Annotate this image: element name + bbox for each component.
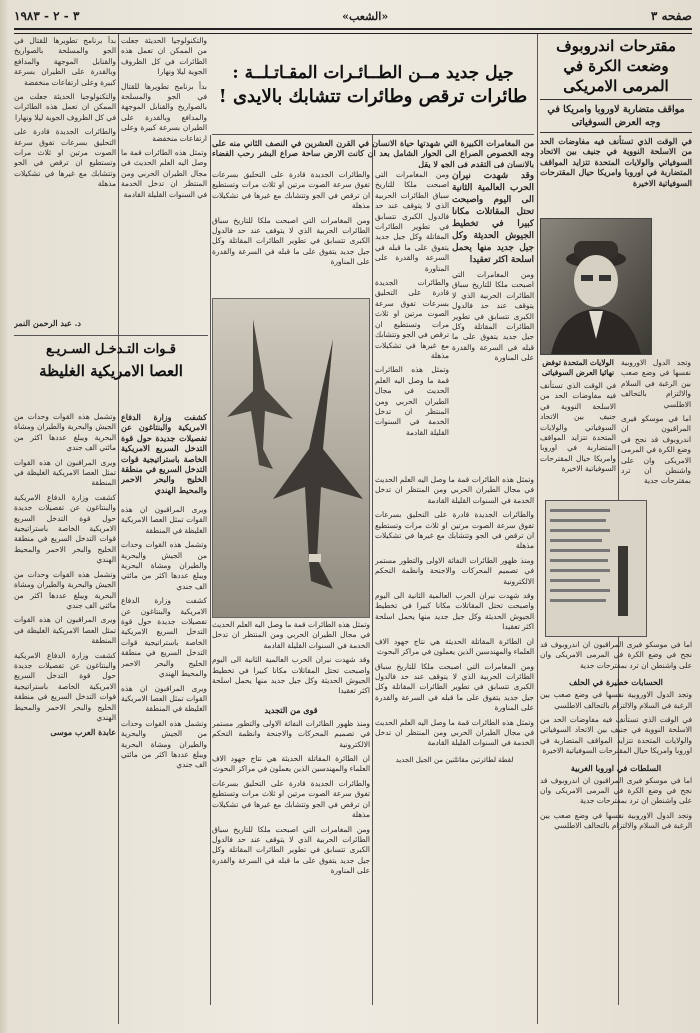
masthead (14, 6, 692, 26)
planes-headline: جيل جديد مــن الطــائـرات المقـاتـلــة : (232, 63, 514, 83)
proposals-paragraph: في الوقت الذي تستأنف فيه مفاوضات الحد من الاسلحة النووية في جنيف بين الاتحاد السوفياتي والولايات المتحدة تتزايد المواقف المتضاربة في اوروبا وامريكا حيال المقترحات السوفياتية الاخيرة (540, 715, 692, 756)
left-paragraph: وتمثل هذه الطائرات قمة ما وصل اليه العلم الحديث في مجال الطيران الحربي ومن المنتظر ان تدخل الخدمة في السنوات القليلة القادمة (121, 148, 207, 199)
proposals-section-heading: السلطات في اوروبا الغربية (570, 762, 662, 773)
planes-col-1 (452, 170, 534, 470)
column-rule (210, 135, 211, 1005)
proposals-headline: مقترحات اندروبوف وضعت الكرة في المرمى الامريكى (556, 37, 676, 95)
rdf-paragraph: وتشمل هذه القوات وحدات من الجيش والبحرية والطيران ومشاة البحرية ويبلغ عددها اكثر من مائتي الف جندي (14, 412, 116, 453)
planes-paragraph: ومنذ ظهور الطائرات النفاثة الاولى والتطور مستمر في تصميم المحركات والاجنحة وانظمة التحكم الالكترونية (212, 718, 370, 749)
proposals-paragraph: اما في موسكو فيرى المراقبون ان اندروبوف قد نجح في وضع الكرة في المرمى الامريكى وان على واشنطن ان ترد بمقترحات جدية (540, 775, 692, 806)
paper-name: «الشعب» (342, 9, 389, 23)
rdf-col-a (14, 412, 116, 1012)
planes-col-3 (212, 170, 370, 295)
rdf-paragraph: ويرى المراقبون ان هذه القوات تمثل العصا الامريكية الغليظة في المنطقة (121, 683, 207, 714)
jets-photo-caption: لقطة لطائرتين مقاتلتين من الجيل الجديد (395, 755, 514, 764)
planes-paragraph: وتمثل هذه الطائرات قمة ما وصل اليه العلم الحديث في مجال الطيران الحربي ومن المنتظر ان تدخل الخدمة في السنوات القليلة القادمة (212, 620, 370, 650)
left-paragraph: بدأ برنامج تطويرها للقتال في الجو والمسلحة بالصواريخ والقنابل الموجهة والمدافع وبالقدرة على الطيران بسرعة كبيرة وعلى ارتفاعات منخفضة (121, 81, 207, 143)
planes-paragraph: والطائرات الجديدة قادرة على التحليق بسرعات تفوق سرعة الصوت مرتين او ثلاث مرات وتستطيع ان ترقص في الجو وتتشابك مع غيرها في تشكيلات مذهلة (375, 278, 449, 360)
planes-col-2 (375, 170, 449, 470)
left-paragraph: بدأ برنامج تطويرها للقتال في الجو والمسلحة بالصواريخ والقنابل الموجهة والمدافع وبالقدرة على الطيران بسرعة كبيرة وعلى ارتفاعات منخفضة (14, 36, 116, 87)
rdf-paragraph: كشفت وزارة الدفاع الامريكية والبنتاغون عن تفصيلات جديدة حول قوة التدخل السريع الامريكية الخاصة باستراتيجية قوات التدخل السريع في منطقة الخليج والبحر الاحمر والمحيط الهندي (121, 596, 207, 679)
byline: د. عبد الرحمن النمر (14, 318, 81, 328)
planes-paragraph: والطائرات الجديدة قادرة على التحليق بسرعات تفوق سرعة الصوت مرتين او ثلاث مرات وتستطيع ان ترقص في الجو وتتشابك مع غيرها في تشكيلات مذهلة (375, 510, 534, 551)
proposals-subheadline: مواقف متضاربة لاوروبا وامريكا في وجه العرض السوفياتى (547, 104, 685, 128)
planes-intro (212, 138, 534, 168)
rdf-paragraph: وتشمل هذه القوات وحدات من الجيش والبحرية والطيران ومشاة البحرية ويبلغ عددها اكثر من مائتي الف جندي (121, 540, 207, 591)
proposals-subheading: الولايات المتحدة توفض نهائيا العرض السوفياتى (541, 358, 615, 377)
proposals-section-heading: الحسابات خطيرة في الحلف (569, 677, 663, 688)
proposals-paragraph: وتجد الدول الاوروبية نفسها في وضع صعب بين الرغبة في السلام والالتزام بالتحالف الاطلسي (621, 358, 691, 409)
portrait-image (541, 219, 651, 354)
left-paragraph: والتكنولوجيا الحديثة جعلت من الممكن ان تعمل هذه الطائرات في كل الظروف الجوية ليلا ونهارا (14, 92, 116, 122)
planes-paragraph: وقد شهدت نيران الحرب العالمية الثانية الى اليوم واصبحت تحتل المقاتلات مكانا كبيرا في تخطيط الجيوش الحديثة وكل جيل جديد منها يحمل اسلحة اكثر تعقيدا (212, 655, 370, 696)
column-photo-strip (545, 500, 647, 637)
headline-rule (212, 134, 534, 135)
rdf-lead-text: كشفت وزارة الدفاع الامريكية والبنتاغون عن تفصيلات جديدة حول قوة التدخل السريع الامريكية الخاصة باستراتيجية قوات التدخل السريع في منطقة الخليج والبحر الاحمر والمحيط الهندي (121, 412, 207, 495)
rdf-paragraph: ويرى المراقبون ان هذه القوات تمثل العصا الامريكية الغليظة في المنطقة (14, 615, 116, 646)
rdf-paragraph: كشفت وزارة الدفاع الامريكية والبنتاغون عن تفصيلات جديدة حول قوة التدخل السريع الامريكية الخاصة باستراتيجية قوات التدخل السريع في منطقة الخليج والبحر الاحمر والمحيط الهندي (14, 650, 116, 722)
decorative-image (546, 501, 646, 636)
proposals-col-a (621, 358, 691, 508)
column-rule (372, 135, 373, 1005)
planes-paragraph: والطائرات الجديدة قادرة على التحليق بسرعات تفوق سرعة الصوت مرتين او ثلاث مرات وتستطيع ان ترقص في الجو وتتشابك مع غيرها في تشكيلات مذهلة (212, 170, 370, 211)
planes-col-5 (375, 475, 534, 1005)
planes-paragraph: ومن المغامرات التي اصبحت ملكا للتاريخ سباق الطائرات الحربية الذي لا يتوقف عند حد فالدول الكبرى تتسابق في تطوير الطائرات المقاتلة وكل جيل جديد يتفوق على ما قبله في السرعة والقدرة على المناورة (212, 215, 370, 267)
planes-paragraph: ومن المغامرات التي اصبحت ملكا للتاريخ سباق الطائرات الحربية الذي لا يتوقف عند حد فالدول الكبرى تتسابق في تطوير الطائرات المقاتلة وكل جيل جديد يتفوق على ما قبله في السرعة والقدرة على المناورة (375, 170, 449, 273)
proposals-col-b (540, 358, 616, 498)
planes-paragraph: وقد شهدت نيران الحرب العالمية الثانية الى اليوم واصبحت تحتل المقاتلات مكانا كبيرا في تخطيط الجيوش الحديثة وكل جيل جديد منها يحمل اسلحة اكثر تعقيدا (375, 591, 534, 632)
rdf-paragraph: وتشمل هذه القوات وحدات من الجيش والبحرية والطيران ومشاة البحرية ويبلغ عددها اكثر من مائتي الف جندي (121, 718, 207, 770)
rdf-paragraph: وتشمل هذه القوات وحدات من الجيش والبحرية والطيران ومشاة البحرية ويبلغ عددها اكثر من مائتي الف جندي (14, 569, 116, 610)
rdf-story-head (14, 340, 208, 410)
planes-col-4 (212, 620, 370, 1005)
page-edge (0, 0, 10, 1033)
rdf-author: عابدة العرب موسى (50, 727, 116, 738)
planes-paragraph: ان الطائرة المقاتلة الحديثة هي نتاج جهود الاف العلماء والمهندسين الذين يعملون في مراكز البحوث (375, 636, 534, 657)
rdf-paragraph: ويرى المراقبون ان هذه القوات تمثل العصا الامريكية الغليظة في المنطقة (14, 457, 116, 488)
planes-story-head (212, 62, 534, 134)
rdf-paragraph: كشفت وزارة الدفاع الامريكية والبنتاغون عن تفصيلات جديدة حول قوة التدخل السريع الامريكية الخاصة باستراتيجية قوات التدخل السريع في منطقة الخليج والبحر الاحمر والمحيط الهندي (14, 492, 116, 565)
proposals-paragraph: وتجد الدول الاوروبية نفسها في وضع صعب بين الرغبة في السلام والالتزام بالتحالف الاطلسي (540, 810, 692, 831)
planes-paragraph: ومن المغامرات التي اصبحت ملكا للتاريخ سباق الطائرات الحربية الذي لا يتوقف عند حد فالدول الكبرى تتسابق في تطوير الطائرات المقاتلة وكل جيل جديد يتفوق على ما قبله في السرعة والقدرة على المناورة (375, 661, 534, 713)
rdf-paragraph: ويرى المراقبون ان هذه القوات تمثل العصا الامريكية الغليظة في المنطقة (121, 505, 207, 535)
left-paragraph: والتكنولوجيا الحديثة جعلت من الممكن ان تعمل هذه الطائرات في كل الظروف الجوية ليلا ونهارا (121, 36, 207, 77)
issue-date: ٣ - ٢ - ١٩٨٣ (14, 9, 80, 23)
masthead-rule (14, 28, 692, 34)
planes-intro-text: من المغامرات الكبيرة التي شهدتها حياة الانسان في القرن العشرين في النصف الثاني منه على وجه الخصوص الصراع الى الحوار الشامل بعد ان كانت الارض ساحة صراع البشر رحب الفضاء بالانسان في التقدم في الجو لا يقل (212, 138, 534, 168)
rdf-headline: قـوات التـدخـل السـريـع (46, 342, 176, 357)
left-col-a-top (14, 36, 116, 356)
planes-subheadline: طائرات ترقص وطائرات تتشابك بالايدى ! (218, 86, 528, 107)
proposals-paragraph: اما في موسكو فيرى المراقبون ان اندروبوف قد نجح في وضع الكرة في المرمى الامريكى وان على واشنطن ان ترد بمقترحات جدية (621, 414, 691, 486)
page-label: صفحه ٣ (650, 9, 692, 23)
proposals-story-head (540, 36, 692, 216)
planes-paragraph-bold: وقد شهدت نيران الحرب العالمية الثانية الى اليوم واصبحت تحتل المقاتلات مكانا كبيرا في تخطيط الجيوش الحديثة وكل جيل جديد منها يحمل اسلحة اكثر تعقيدا (452, 171, 534, 265)
column-rule (118, 34, 119, 1024)
rdf-col-b (121, 505, 207, 1010)
jets-image (213, 299, 369, 617)
proposals-col-c (540, 640, 692, 1025)
rdf-lead (121, 412, 207, 502)
byline-box (14, 318, 206, 332)
planes-paragraph: ومنذ ظهور الطائرات النفاثة الاولى والتطور مستمر في تصميم المحركات والاجنحة وانظمة التحكم الالكترونية (375, 555, 534, 586)
planes-paragraph: والطائرات الجديدة قادرة على التحليق بسرعات تفوق سرعة الصوت مرتين او ثلاث مرات وتستطيع ان ترقص في الجو وتتشابك مع غيرها في تشكيلات مذهلة (212, 778, 370, 820)
planes-paragraph: ومن المغامرات التي اصبحت ملكا للتاريخ سباق الطائرات الحربية الذي لا يتوقف عند حد فالدول الكبرى تتسابق في تطوير الطائرات المقاتلة وكل جيل جديد يتفوق على ما قبله في السرعة والقدرة على المناورة (212, 824, 370, 876)
rdf-subheadline: العصا الامريكية الغليظة (39, 362, 183, 380)
planes-paragraph: وتمثل هذه الطائرات قمة ما وصل اليه العلم الحديث في مجال الطيران الحربي ومن المنتظر ان تدخل الخدمة في السنوات القليلة القادمة (375, 717, 534, 748)
column-rule (537, 34, 538, 1024)
fighter-jets-photo (212, 298, 370, 618)
proposals-paragraph: وتجد الدول الاوروبية نفسها في وضع صعب بين الرغبة في السلام والالتزام بالتحالف الاطلسي (540, 690, 692, 710)
proposals-lead: في الوقت الذي تستأنف فيه مفاوضات الحد من الاسلحة النووية في جنيف بين الاتحاد السوفياتي والولايات المتحدة تتزايد المواقف المتضاربة في اوروبا وامريكا حيال المقترحات السوفياتية الاخيرة (540, 136, 692, 188)
planes-paragraph: وتمثل هذه الطائرات قمة ما وصل اليه العلم الحديث في مجال الطيران الحربي ومن المنتظر ان تدخل الخدمة في السنوات القليلة القادمة (375, 365, 449, 437)
proposals-paragraph: اما في موسكو فيرى المراقبون ان اندروبوف قد نجح في وضع الكرة في المرمى الامريكى وان على واشنطن ان ترد بمقترحات جدية (540, 640, 692, 670)
story-rule (14, 335, 208, 336)
left-col-b-top (121, 36, 207, 356)
left-paragraph: والطائرات الجديدة قادرة على التحليق بسرعات تفوق سرعة الصوت مرتين او ثلاث مرات وتستطيع ان ترقص في الجو وتتشابك مع غيرها في تشكيلات مذهلة (14, 127, 116, 189)
andropov-portrait-photo (540, 218, 652, 355)
planes-paragraph: ان الطائرة المقاتلة الحديثة هي نتاج جهود الاف العلماء والمهندسين الذين يعملون في مراكز البحوث (212, 754, 370, 774)
planes-paragraph: ومن المغامرات التي اصبحت ملكا للتاريخ سباق الطائرات الحربية الذي لا يتوقف عند حد فالدول الكبرى تتسابق في تطوير الطائرات المقاتلة وكل جيل جديد يتفوق على ما قبله في السرعة والقدرة على المناورة (452, 270, 534, 363)
section-heading: قوى من التجديد (264, 704, 318, 715)
planes-paragraph: وتمثل هذه الطائرات قمة ما وصل اليه العلم الحديث في مجال الطيران الحربي ومن المنتظر ان تدخل الخدمة في السنوات القليلة القادمة (375, 475, 534, 505)
proposals-paragraph: في الوقت الذي تستأنف فيه مفاوضات الحد من الاسلحة النووية في جنيف بين الاتحاد السوفياتي والولايات المتحدة تتزايد المواقف المتضاربة في اوروبا وامريكا حيال المقترحات السوفياتية الاخيرة (540, 381, 616, 474)
